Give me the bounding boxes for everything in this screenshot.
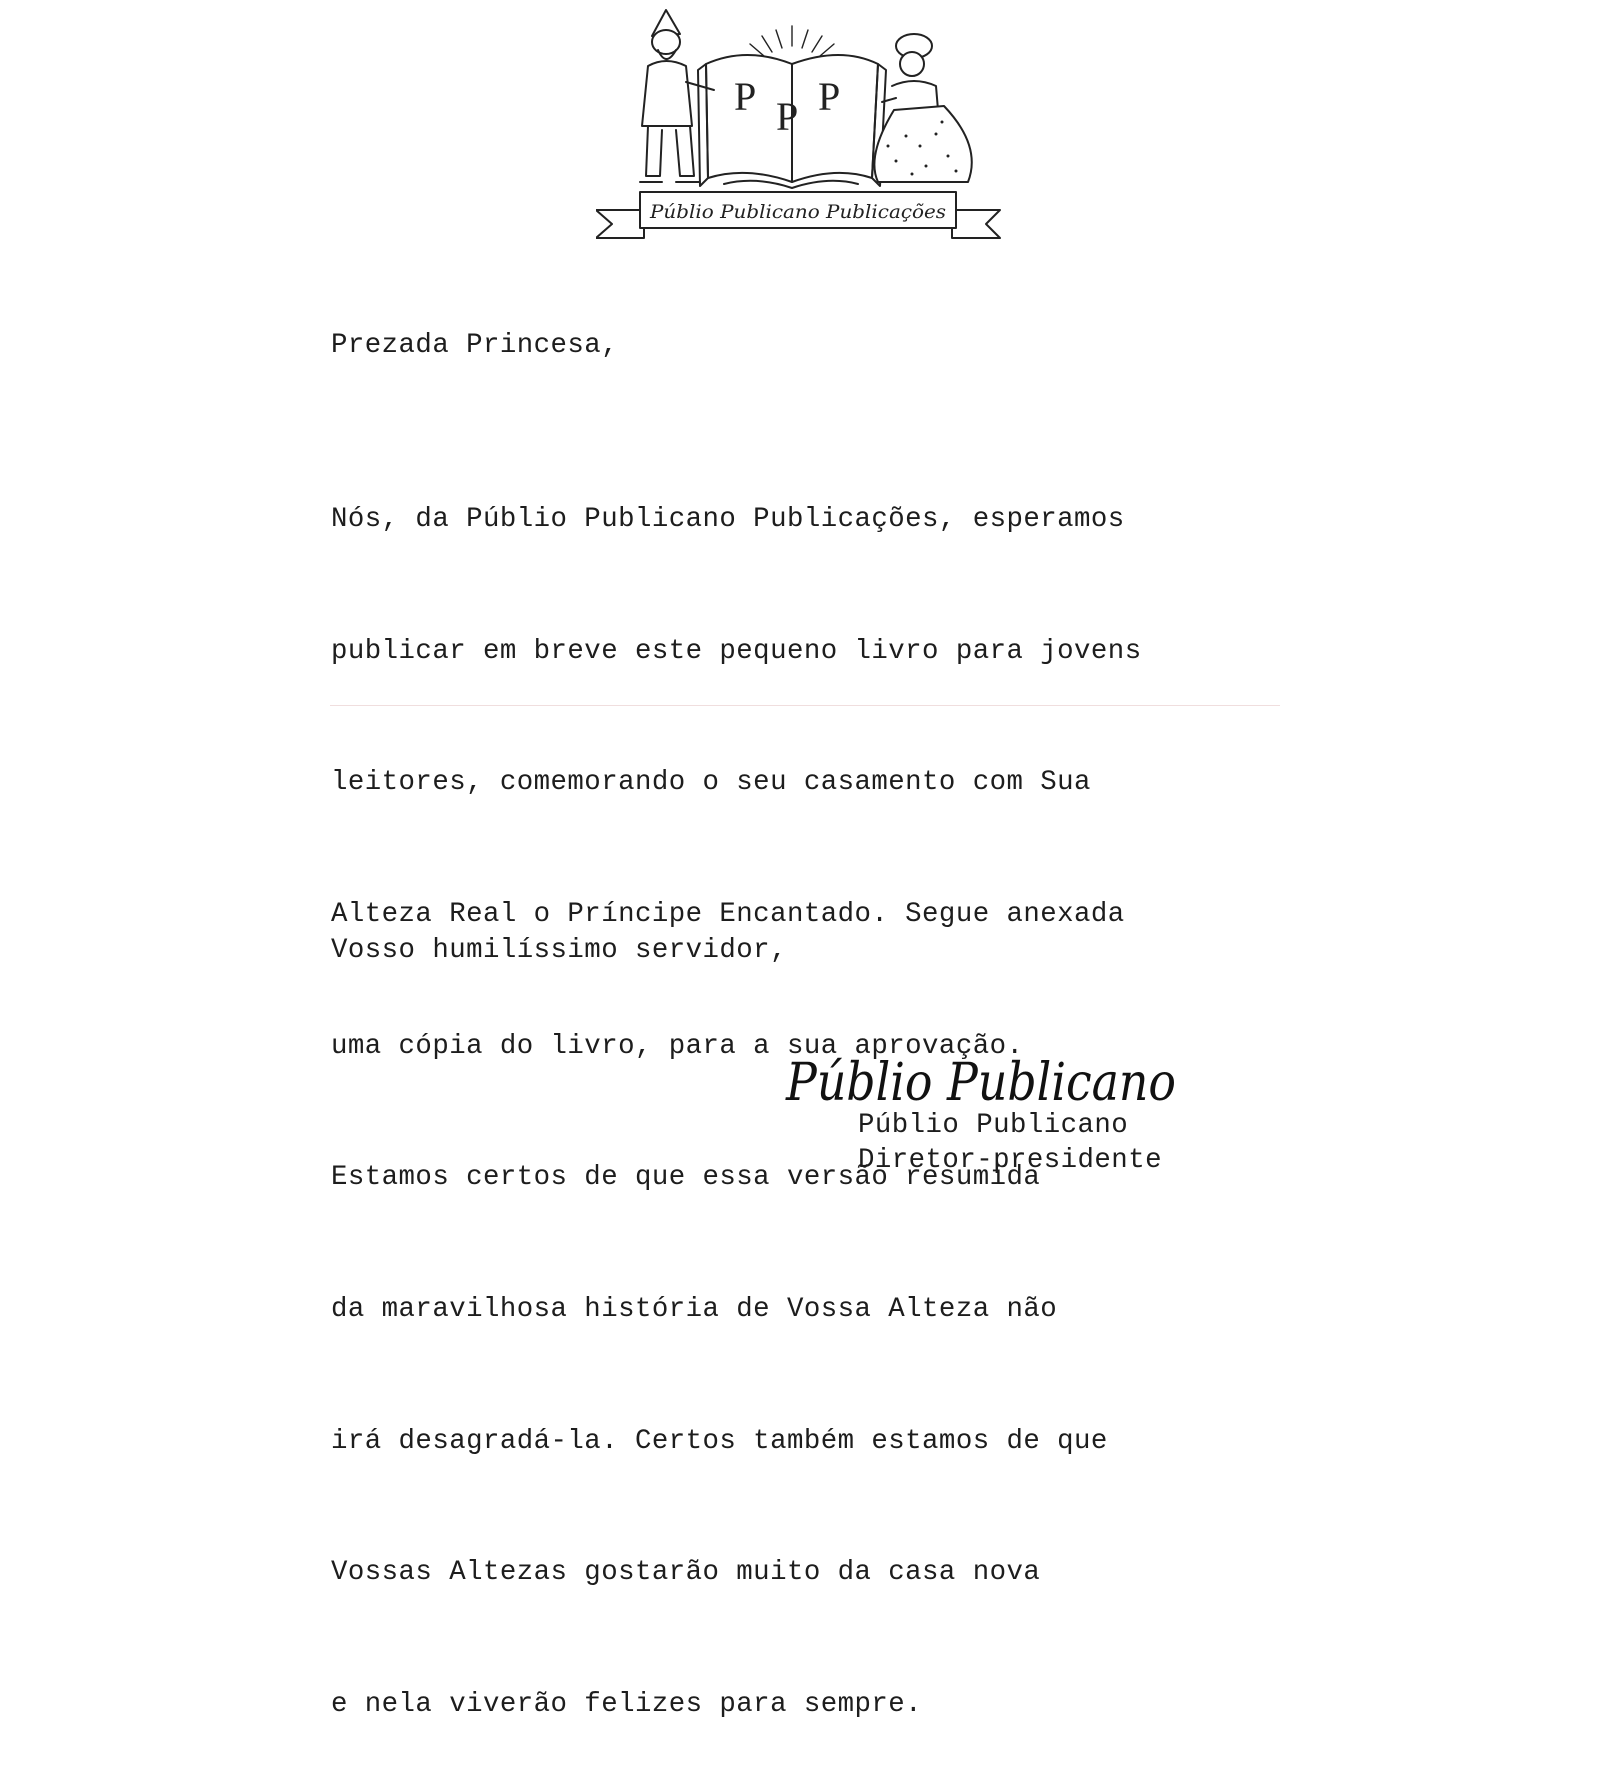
closing: Vosso humilíssimo servidor, — [331, 935, 787, 966]
signature-script: Públio Publicano — [785, 1053, 1176, 1113]
body-line: Nós, da Públio Publicano Publicações, esperamos — [331, 503, 1125, 535]
letterhead-logo — [596, 6, 1016, 252]
body-line: uma cópia do livro, para a sua aprovação. — [331, 1030, 1024, 1062]
body-line: Alteza Real o Príncipe Encantado. Segue anexada — [331, 898, 1125, 930]
book-letter-1: P — [734, 74, 757, 119]
book-letter-2: P — [776, 94, 799, 139]
body-line: leitores, comemorando o seu casamento com Sua — [331, 767, 1091, 799]
body-line: e nela viverão felizes para sempre. — [331, 1689, 923, 1721]
book-rays-icon — [750, 26, 834, 56]
book-letter-3: P — [818, 74, 841, 119]
handwritten-signature — [780, 1048, 1200, 1118]
body-line: Vossas Altezas gostarão muito da casa nova — [331, 1557, 1041, 1589]
gnome-figure-icon — [640, 10, 714, 182]
signer-name: Públio Publicano — [858, 1110, 1129, 1141]
body-line: Estamos certos de que essa versão resumida — [331, 1162, 1041, 1194]
body-line: da maravilhosa história de Vossa Alteza não — [331, 1294, 1058, 1326]
body-line: publicar em breve este pequeno livro para jovens — [331, 635, 1142, 667]
signer-title: Diretor-presidente — [858, 1145, 1162, 1176]
lady-figure-icon — [874, 34, 971, 182]
letterhead-banner-text: Públio Publicano Publicações — [648, 201, 947, 223]
body-line: irá desagradá-la. Certos também estamos de que — [331, 1425, 1108, 1457]
salutation: Prezada Princesa, — [331, 330, 619, 361]
